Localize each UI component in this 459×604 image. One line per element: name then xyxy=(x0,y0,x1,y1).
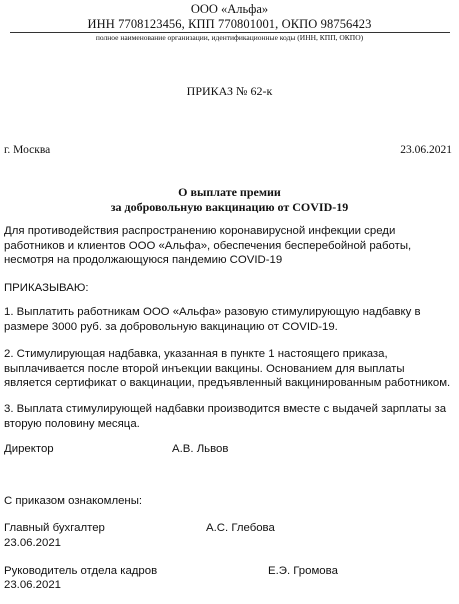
order-city: г. Москва xyxy=(4,144,51,156)
accountant-date: 23.06.2021 xyxy=(4,537,62,549)
preamble-paragraph: Для противодействия распространению коронавирусной инфекции среди работников и клиентов ООО «Альфа», обеспечения бесперебойной работы, несмотря на продолжающуюся пандемию COVID-19 xyxy=(4,225,412,266)
header-caption: полное наименование организации, идентификационные коды (ИНН, КПП, ОКПО) xyxy=(95,33,364,42)
organization-name: ООО «Альфа» xyxy=(190,2,269,16)
order-heading-line1: О выплате премии xyxy=(178,185,281,199)
order-item-1: 1. Выплатить работникам ООО «Альфа» разовую стимулирующую надбавку в размере 3000 руб. за добровольную вакцинацию от COVID-19. xyxy=(4,306,421,333)
hr-head-name: Е.Э. Громова xyxy=(268,565,338,577)
order-title: ПРИКАЗ № 62-к xyxy=(186,84,273,98)
organization-codes: ИНН 7708123456, КПП 770801001, ОКПО 98756423 xyxy=(87,17,372,31)
accountant-role: Главный бухгалтер xyxy=(4,522,105,534)
order-directive: ПРИКАЗЫВАЮ: xyxy=(4,282,89,294)
director-role: Директор xyxy=(4,443,54,455)
order-date: 23.06.2021 xyxy=(400,144,452,156)
order-heading-line2: за добровольную вакцинацию от COVID-19 xyxy=(110,200,349,214)
order-item-2: 2. Стимулирующая надбавка, указанная в пункте 1 настоящего приказа, выплачивается после второй инъекции вакцины. Основанием для выплаты является сертификат о вакцинации, предъявленный вакцинированным работником. xyxy=(4,348,451,389)
acquaintance-label: С приказом ознакомлены: xyxy=(4,495,143,507)
director-name: А.В. Львов xyxy=(172,443,229,455)
hr-head-role: Руководитель отдела кадров xyxy=(4,565,158,577)
order-item-3: 3. Выплата стимулирующей надбавки производится вместе с выдачей зарплаты за вторую половину месяца. xyxy=(4,403,447,430)
hr-head-date: 23.06.2021 xyxy=(4,579,62,591)
accountant-name: А.С. Глебова xyxy=(206,522,275,534)
